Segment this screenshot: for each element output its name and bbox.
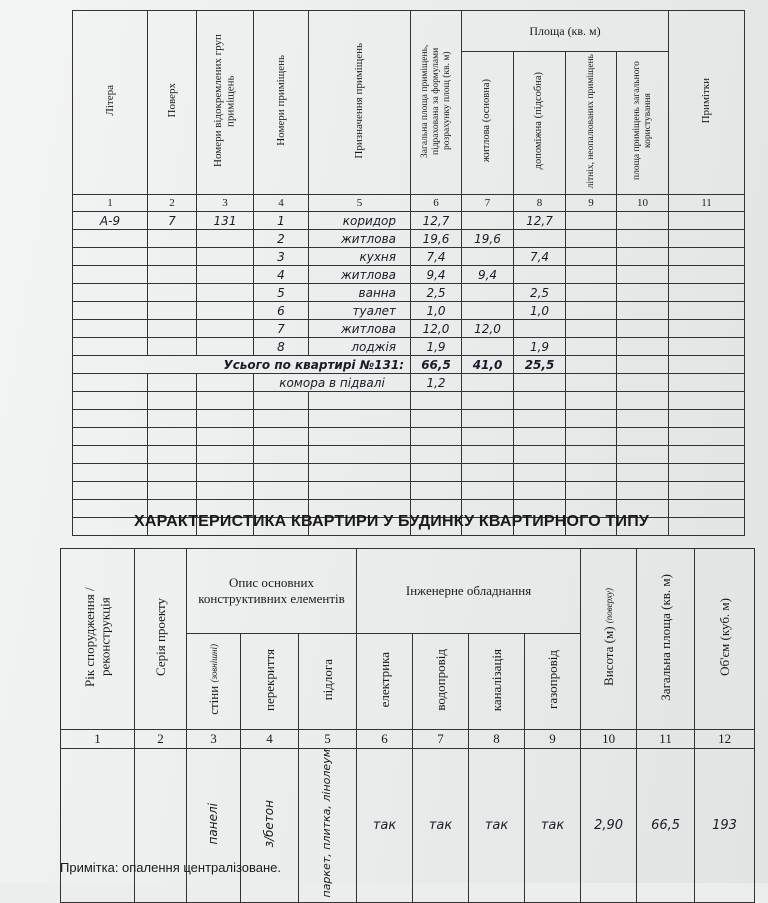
header-elektryka: електрика (357, 634, 413, 730)
cell-empty (148, 464, 197, 482)
cell-grupa (197, 248, 254, 266)
header-zagalna: Загальна площа приміщень, підрахована за формулами розрахунку площ (кв. м) (411, 11, 462, 195)
table-row (73, 284, 745, 302)
cell-dop: 1,9 (514, 338, 566, 356)
value-obiem: 193 (695, 749, 755, 903)
apartment-characteristics-table (60, 548, 755, 903)
cell-dop: 7,4 (514, 248, 566, 266)
cell-empty (197, 410, 254, 428)
value-zag-plosh: 66,5 (637, 749, 695, 903)
header-zag-plosh: Загальна площа (кв. м) (637, 549, 695, 730)
cell-dop: 2,5 (514, 284, 566, 302)
cell-grupa (197, 302, 254, 320)
cell-zhyt (462, 212, 514, 230)
cell-zhyt: 9,4 (462, 266, 514, 284)
cell-poverkh (148, 266, 197, 284)
cell-empty (411, 428, 462, 446)
header-pryznachennia: Призначення приміщень (309, 11, 411, 195)
cell-empty (73, 428, 148, 446)
cell-empty (462, 446, 514, 464)
col-number: 5 (309, 195, 411, 212)
col-number: 10 (617, 195, 669, 212)
cell-dop (514, 320, 566, 338)
cell-empty (197, 392, 254, 410)
cell-nomer: 1 (254, 212, 309, 230)
col-number: 7 (462, 195, 514, 212)
col-number: 2 (148, 195, 197, 212)
header-gazoprovid: газопровід (525, 634, 581, 730)
value-kanalizatsia: так (469, 749, 525, 903)
col-number: 11 (637, 730, 695, 749)
cell-empty (197, 446, 254, 464)
cell-pryzn: туалет (309, 302, 411, 320)
cell-empty (148, 428, 197, 446)
storage-area: 1,2 (411, 374, 462, 392)
rooms-table (72, 10, 745, 536)
cell-nomer: 4 (254, 266, 309, 284)
cell-litera (73, 284, 148, 302)
cell-empty (566, 410, 617, 428)
header-nomery-grup: Номери відокремлених груп приміщень (197, 11, 254, 195)
cell-empty (617, 266, 669, 284)
col-number: 8 (514, 195, 566, 212)
cell-litera: А-9 (73, 212, 148, 230)
cell-empty (669, 392, 745, 410)
header-vysota: Висота (м) (поверху) (581, 549, 637, 730)
table-row (73, 302, 745, 320)
col-number: 12 (695, 730, 755, 749)
cell-empty (669, 410, 745, 428)
cell-empty (617, 392, 669, 410)
cell-empty (669, 338, 745, 356)
col-number: 9 (525, 730, 581, 749)
cell-pryzn: ванна (309, 284, 411, 302)
cell-empty (566, 302, 617, 320)
header-perekryttia: перекриття (241, 634, 299, 730)
cell-pryzn: житлова (309, 230, 411, 248)
cell-nomer: 3 (254, 248, 309, 266)
cell-litera (73, 338, 148, 356)
cell-empty (411, 482, 462, 500)
cell-empty (254, 464, 309, 482)
cell-empty (566, 428, 617, 446)
cell-empty (148, 482, 197, 500)
cell-dop (514, 266, 566, 284)
header-prymitky: Примітки (669, 11, 745, 195)
header-dopomizhna: допоміжна (підсобна) (514, 52, 566, 195)
col-number: 6 (357, 730, 413, 749)
cell-empty (411, 464, 462, 482)
characteristics-header (61, 549, 755, 634)
cell-grupa (197, 230, 254, 248)
cell-empty (254, 392, 309, 410)
col-number: 9 (566, 195, 617, 212)
header-kanalizatsia: каналізація (469, 634, 525, 730)
col-number: 6 (411, 195, 462, 212)
cell-poverkh (148, 338, 197, 356)
cell-grupa (197, 284, 254, 302)
section-title: ХАРАКТЕРИСТИКА КВАРТИРИ У БУДИНКУ КВАРТИРНОГО ТИПУ (134, 513, 650, 530)
value-pidloga: паркет, плитка, лінолеум (299, 749, 357, 903)
cell-empty (566, 392, 617, 410)
cell-empty (669, 464, 745, 482)
cell-empty (309, 392, 411, 410)
cell-grupa (197, 338, 254, 356)
header-zagalnogo: площа приміщень загального користування (617, 52, 669, 195)
cell-empty (566, 356, 617, 374)
cell-poverkh: 7 (148, 212, 197, 230)
empty-row (73, 446, 745, 464)
header-poverkh: Поверх (148, 11, 197, 195)
cell-pryzn: коридор (309, 212, 411, 230)
cell-zag: 1,0 (411, 302, 462, 320)
cell-empty (73, 374, 148, 392)
storage-label: комора в підвалі (254, 374, 411, 392)
header-opys: Опис основних конструктивних елементів (187, 549, 357, 634)
table-row (73, 230, 745, 248)
value-elektryka: так (357, 749, 413, 903)
header-seria: Серія проекту (135, 549, 187, 730)
header-nomery-prym: Номери приміщень (254, 11, 309, 195)
cell-empty (669, 212, 745, 230)
col-number: 4 (241, 730, 299, 749)
cell-empty (617, 356, 669, 374)
cell-empty (73, 482, 148, 500)
cell-empty (566, 266, 617, 284)
cell-empty (148, 446, 197, 464)
cell-litera (73, 230, 148, 248)
cell-empty (514, 374, 566, 392)
col-number: 5 (299, 730, 357, 749)
rooms-table-body (73, 212, 745, 536)
cell-pryzn: лоджія (309, 338, 411, 356)
cell-empty (514, 446, 566, 464)
cell-empty (566, 446, 617, 464)
cell-zag: 1,9 (411, 338, 462, 356)
table-row (73, 266, 745, 284)
cell-empty (617, 464, 669, 482)
header-inzh: Інженерне обладнання (357, 549, 581, 634)
value-vodoprovid: так (413, 749, 469, 903)
cell-nomer: 6 (254, 302, 309, 320)
cell-empty (566, 284, 617, 302)
cell-empty (617, 248, 669, 266)
cell-zhyt (462, 302, 514, 320)
cell-empty (309, 446, 411, 464)
cell-empty (148, 392, 197, 410)
col-number: 8 (469, 730, 525, 749)
col-number: 3 (197, 195, 254, 212)
cell-zag: 9,4 (411, 266, 462, 284)
cell-empty (669, 428, 745, 446)
cell-zag: 19,6 (411, 230, 462, 248)
header-litnikh: літніх, неопалюваних приміщень (566, 52, 617, 195)
heating-note: Примітка: опалення централізоване. (60, 860, 282, 875)
cell-zag: 2,5 (411, 284, 462, 302)
cell-pryzn: житлова (309, 266, 411, 284)
col-number: 2 (135, 730, 187, 749)
cell-empty (462, 410, 514, 428)
characteristics-col-numbers (61, 730, 755, 749)
cell-zhyt (462, 284, 514, 302)
cell-empty (669, 518, 745, 536)
cell-empty (617, 410, 669, 428)
col-number: 11 (669, 195, 745, 212)
cell-empty (566, 320, 617, 338)
table-row (73, 338, 745, 356)
cell-empty (197, 464, 254, 482)
cell-litera (73, 248, 148, 266)
cell-nomer: 7 (254, 320, 309, 338)
col-number: 7 (413, 730, 469, 749)
cell-empty (617, 212, 669, 230)
cell-empty (669, 248, 745, 266)
cell-empty (617, 230, 669, 248)
cell-empty (566, 230, 617, 248)
cell-empty (514, 482, 566, 500)
cell-empty (462, 392, 514, 410)
cell-poverkh (148, 284, 197, 302)
table-row (73, 248, 745, 266)
cell-empty (514, 392, 566, 410)
cell-zag: 7,4 (411, 248, 462, 266)
col-number: 1 (61, 730, 135, 749)
cell-empty (669, 302, 745, 320)
value-perekryttia: з/бетон (241, 749, 299, 903)
cell-empty (411, 410, 462, 428)
cell-empty (617, 338, 669, 356)
empty-row (73, 464, 745, 482)
total-zhyt: 41,0 (462, 356, 514, 374)
cell-empty (566, 482, 617, 500)
cell-empty (566, 248, 617, 266)
cell-poverkh (148, 302, 197, 320)
cell-empty (566, 338, 617, 356)
cell-empty (669, 500, 745, 518)
cell-pryzn: кухня (309, 248, 411, 266)
cell-empty (254, 446, 309, 464)
cell-poverkh (148, 320, 197, 338)
empty-row (73, 482, 745, 500)
value-rik (61, 749, 135, 903)
cell-empty (462, 428, 514, 446)
cell-empty (73, 410, 148, 428)
table-row (73, 212, 745, 230)
cell-empty (514, 410, 566, 428)
cell-zhyt (462, 338, 514, 356)
header-stiny: стіни (зовнішні) (187, 634, 241, 730)
total-row (73, 356, 745, 374)
cell-empty (669, 266, 745, 284)
cell-empty (462, 464, 514, 482)
cell-empty (309, 482, 411, 500)
cell-empty (617, 446, 669, 464)
header-vodoprovid: водопровід (413, 634, 469, 730)
cell-empty (309, 410, 411, 428)
cell-empty (73, 464, 148, 482)
cell-empty (514, 428, 566, 446)
cell-empty (669, 284, 745, 302)
cell-empty (669, 356, 745, 374)
cell-empty (73, 446, 148, 464)
rooms-table-header (73, 11, 745, 52)
cell-dop (514, 230, 566, 248)
cell-empty (669, 482, 745, 500)
col-number: 4 (254, 195, 309, 212)
empty-row (73, 392, 745, 410)
cell-empty (617, 374, 669, 392)
cell-litera (73, 302, 148, 320)
cell-empty (669, 320, 745, 338)
cell-empty (669, 374, 745, 392)
header-rik: Рік спорудження / реконструкція (61, 549, 135, 730)
header-pidloga: підлога (299, 634, 357, 730)
cell-empty (617, 428, 669, 446)
empty-row (73, 428, 745, 446)
cell-empty (254, 482, 309, 500)
value-seria (135, 749, 187, 903)
cell-empty (617, 482, 669, 500)
header-zhytlova: житлова (основна) (462, 52, 514, 195)
cell-empty (148, 410, 197, 428)
cell-zag: 12,0 (411, 320, 462, 338)
cell-empty (197, 428, 254, 446)
cell-empty (669, 230, 745, 248)
cell-empty (148, 374, 197, 392)
cell-empty (617, 284, 669, 302)
cell-litera (73, 266, 148, 284)
storage-row (73, 374, 745, 392)
cell-dop: 1,0 (514, 302, 566, 320)
cell-dop: 12,7 (514, 212, 566, 230)
col-number: 3 (187, 730, 241, 749)
cell-pryzn: житлова (309, 320, 411, 338)
cell-empty (411, 392, 462, 410)
cell-zhyt (462, 248, 514, 266)
col-number: 10 (581, 730, 637, 749)
cell-nomer: 2 (254, 230, 309, 248)
header-obiem: Об'єм (куб. м) (695, 549, 755, 730)
total-label: Усього по квартирі №131: (73, 356, 411, 374)
characteristics-values (61, 749, 755, 903)
cell-empty (566, 212, 617, 230)
cell-empty (566, 464, 617, 482)
cell-litera (73, 320, 148, 338)
cell-empty (197, 482, 254, 500)
total-dop: 25,5 (514, 356, 566, 374)
cell-grupa: 131 (197, 212, 254, 230)
cell-empty (73, 392, 148, 410)
header-litera: Літера (73, 11, 148, 195)
cell-empty (254, 428, 309, 446)
value-stiny: панелі (187, 749, 241, 903)
cell-empty (309, 428, 411, 446)
cell-poverkh (148, 230, 197, 248)
value-vysota: 2,90 (581, 749, 637, 903)
cell-nomer: 8 (254, 338, 309, 356)
cell-empty (254, 410, 309, 428)
cell-zhyt: 12,0 (462, 320, 514, 338)
cell-zag: 12,7 (411, 212, 462, 230)
cell-empty (566, 374, 617, 392)
cell-empty (411, 446, 462, 464)
col-number: 1 (73, 195, 148, 212)
cell-grupa (197, 266, 254, 284)
total-zag: 66,5 (411, 356, 462, 374)
cell-empty (514, 464, 566, 482)
cell-poverkh (148, 248, 197, 266)
cell-nomer: 5 (254, 284, 309, 302)
table-row (73, 320, 745, 338)
header-ploshcha: Площа (кв. м) (462, 11, 669, 52)
cell-empty (462, 374, 514, 392)
cell-empty (617, 320, 669, 338)
empty-row (73, 410, 745, 428)
rooms-table-col-numbers (73, 195, 745, 212)
cell-zhyt: 19,6 (462, 230, 514, 248)
cell-empty (462, 482, 514, 500)
value-gazoprovid: так (525, 749, 581, 903)
cell-empty (669, 446, 745, 464)
cell-empty (197, 374, 254, 392)
cell-empty (617, 302, 669, 320)
cell-empty (309, 464, 411, 482)
cell-grupa (197, 320, 254, 338)
